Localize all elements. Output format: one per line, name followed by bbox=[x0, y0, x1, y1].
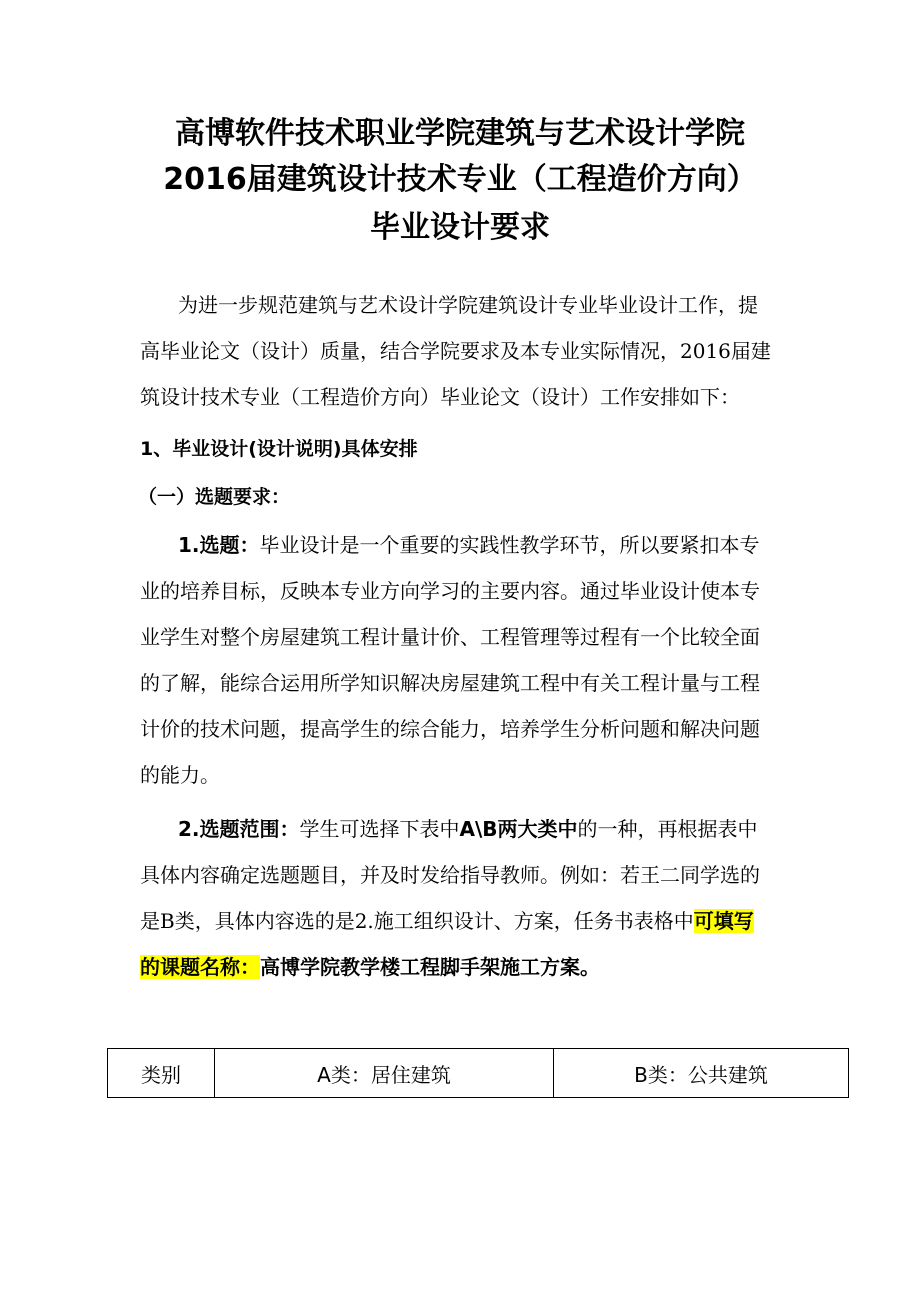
item2-paragraph bbox=[140, 806, 820, 990]
category-table bbox=[107, 1048, 849, 1098]
item2-line bbox=[140, 898, 820, 944]
item2-text: 是B类，具体内容选的是2.施工组织设计、方案，任务书表格中 bbox=[140, 909, 694, 933]
item2-line: 具体内容确定选题题目，并及时发给指导教师。例如：若王二同学选的 bbox=[140, 863, 760, 887]
item2-bold-text: A\B两大类中 bbox=[459, 817, 578, 841]
intro-line: 高毕业论文（设计）质量，结合学院要求及本专业实际情况，2016届建 bbox=[140, 339, 771, 363]
table-header-cell: B类：公共建筑 bbox=[554, 1049, 849, 1098]
title-line-3: 毕业设计要求 bbox=[370, 210, 550, 245]
item1-label: 1.选题： bbox=[178, 533, 260, 557]
item2-label: 2.选题范围： bbox=[178, 817, 300, 841]
item1-line bbox=[140, 522, 820, 568]
item1-line: 业的培养目标，反映本专业方向学习的主要内容。通过毕业设计使本专 bbox=[140, 579, 760, 603]
item1-line: 的了解，能综合运用所学知识解决房屋建筑工程中有关工程计量与工程 bbox=[140, 671, 760, 695]
item1-line: 业学生对整个房屋建筑工程计量计价、工程管理等过程有一个比较全面 bbox=[140, 625, 760, 649]
item2-line bbox=[140, 806, 820, 852]
item1-line: 计价的技术问题，提高学生的综合能力，培养学生分析问题和解决问题 bbox=[140, 717, 760, 741]
table-header-cell: A类：居住建筑 bbox=[215, 1049, 554, 1098]
section-subheading: （一）选题要求： bbox=[138, 486, 291, 508]
title-line-1: 高博软件技术职业学院建筑与艺术设计学院 bbox=[175, 116, 745, 151]
title-line-2: 2016届建筑设计技术专业（工程造价方向） bbox=[163, 162, 757, 197]
item1-paragraph bbox=[140, 522, 820, 798]
section-heading: 1、毕业设计(设计说明)具体安排 bbox=[140, 438, 418, 460]
item1-line: 的能力。 bbox=[140, 763, 220, 787]
intro-line: 为进一步规范建筑与艺术设计学院建筑设计专业毕业设计工作，提 bbox=[178, 293, 758, 317]
table-header-cell: 类别 bbox=[108, 1049, 215, 1098]
intro-line: 筑设计技术专业（工程造价方向）毕业论文（设计）工作安排如下： bbox=[140, 385, 740, 409]
highlighted-text: 可填写 bbox=[693, 909, 754, 933]
highlighted-text: 的课题名称： bbox=[140, 955, 260, 979]
item2-text: 学生可选择下表中 bbox=[299, 817, 460, 841]
table-header-row bbox=[108, 1049, 849, 1098]
item2-line bbox=[140, 944, 820, 990]
intro-paragraph bbox=[140, 282, 820, 420]
example-topic-name: 高博学院教学楼工程脚手架施工方案。 bbox=[260, 955, 600, 979]
item1-text: 毕业设计是一个重要的实践性教学环节，所以要紧扣本专 bbox=[259, 533, 760, 557]
item2-text: 的一种，再根据表中 bbox=[577, 817, 758, 841]
